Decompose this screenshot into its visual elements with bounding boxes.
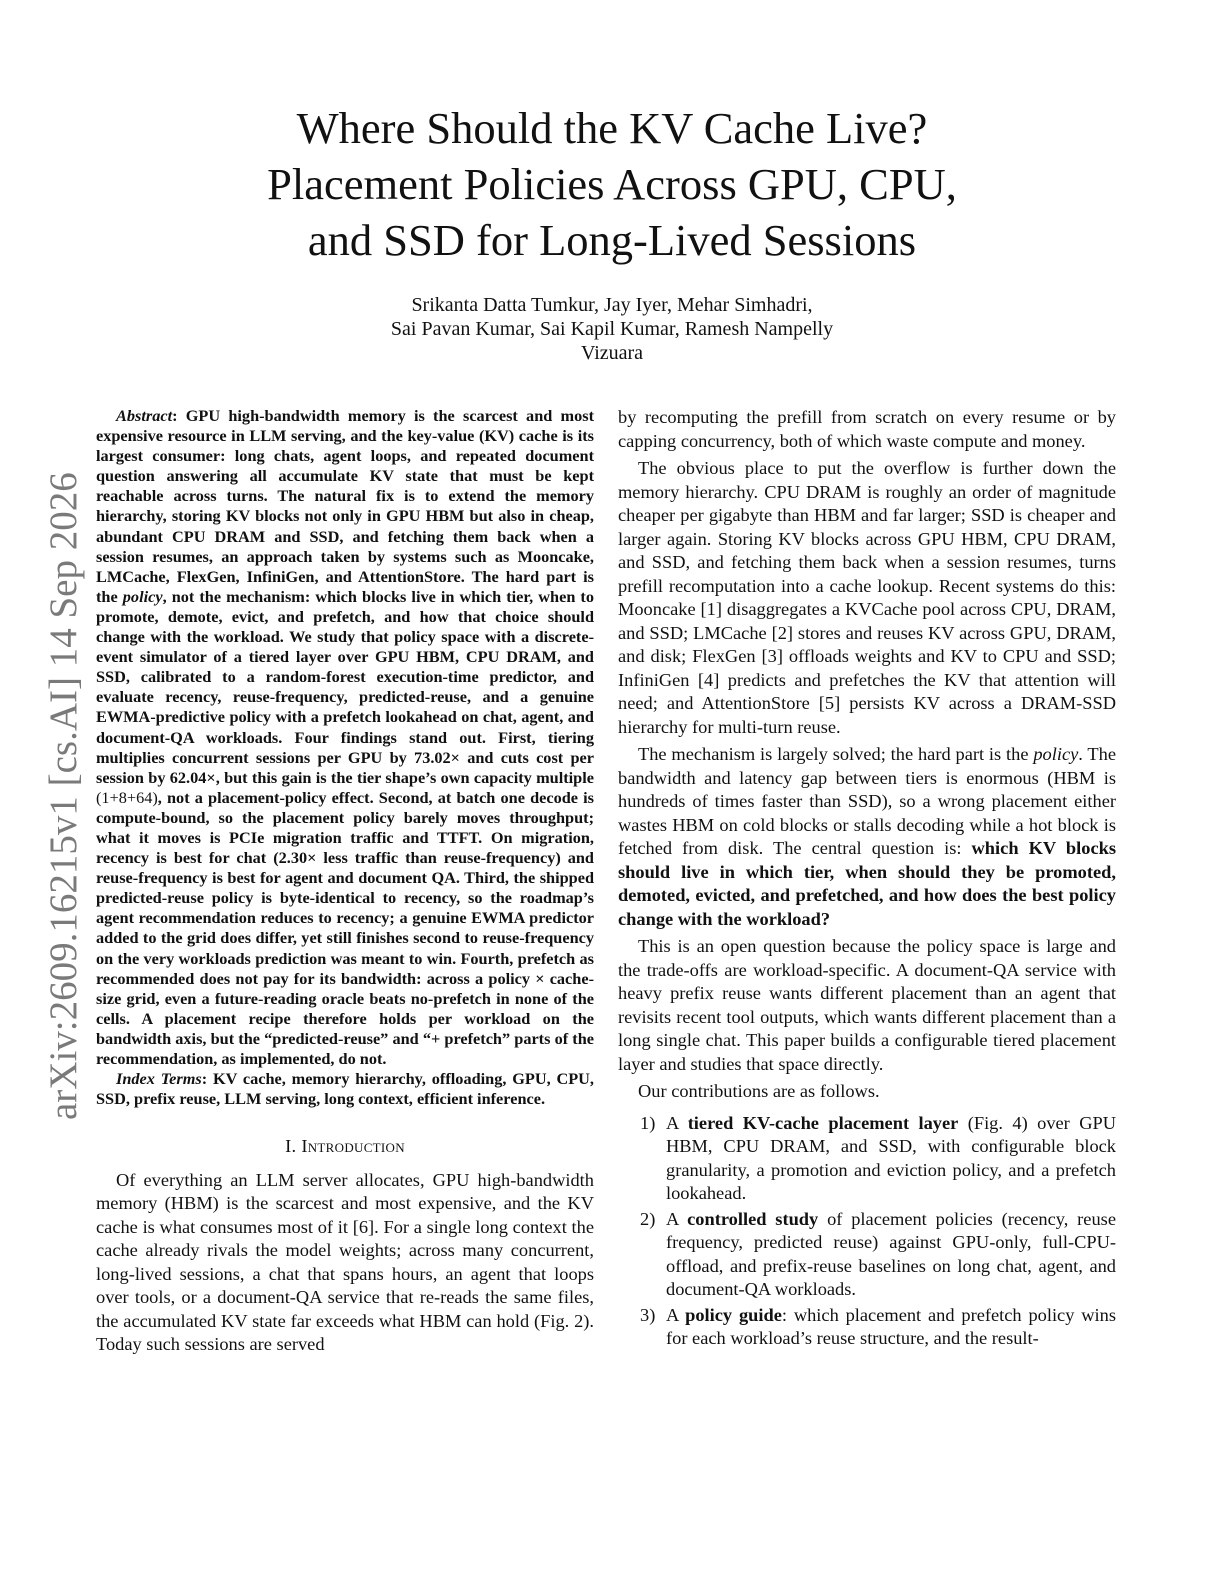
index-terms: [96, 1069, 594, 1109]
list-item: [618, 1112, 1116, 1206]
body-paragraph: This is an open question because the policy space is large and the trade-offs are workload-specific. A document-QA service with heavy prefix reuse wants different placement than an agent that revisits recent tool outputs, which wants different placement than a long single chat. This paper builds a configurable tiered placement layer and studies that space directly.: [618, 936, 1116, 1074]
body-paragraph: Our contributions are as follows.: [638, 1081, 880, 1101]
list-text: : which placement and prefetch policy wins for each workload’s reuse structure, and the result-: [666, 1304, 1116, 1348]
body-paragraph: The obvious place to put the overflow is further down the memory hierarchy. CPU DRAM is roughly an order of magnitude cheaper per gigabyte than HBM and far larger; SSD is cheaper and larger again. Storing KV blocks across GPU HBM, CPU DRAM, and SSD, and fetching them back when a session resumes, turns prefill recomputation into a cache lookup. Recent systems do this: Mooncake [1] disaggregates a KVCache pool across CPU, DRAM, and SSD; LMCache [2] stores and reuses KV across GPU, DRAM, and disk; FlexGen [3] offloads weights and KV to CPU and SSD; InfiniGen [4] predicts and prefetches the KV that attention will need; and AttentionStore [5] persists KV across a DRAM-SSD hierarchy for multi-turn reuse.: [618, 458, 1116, 737]
body-paragraph: [618, 743, 1116, 931]
list-text: of placement policies (recency, reuse frequency, predicted reuse) against GPU-only, full-CPU-offload, and prefix-reuse baselines on long chat, agent, and document-QA workloads.: [666, 1208, 1116, 1299]
list-bold: tiered KV-cache placement layer: [687, 1112, 959, 1133]
index-terms-separator: :: [201, 1069, 213, 1089]
abstract-label: Abstract: [116, 406, 173, 425]
section-title: Introduction: [301, 1136, 405, 1157]
list-bold: controlled study: [687, 1208, 819, 1229]
authors-line: Srikanta Datta Tumkur, Jay Iyer, Mehar Simhadri,: [411, 294, 813, 316]
abstract: [96, 406, 594, 1069]
list-text: (Fig. 4) over GPU HBM, CPU DRAM, and SSD, with configurable block granularity, a promotion and eviction policy, and a prefetch lookahead.: [666, 1112, 1116, 1203]
title-line: Where Should the KV Cache Live?: [296, 103, 928, 153]
list-text: A: [666, 1304, 686, 1325]
affiliation: Vizuara: [580, 342, 644, 364]
list-text: A: [666, 1208, 688, 1229]
right-column: [618, 406, 1116, 1353]
list-number: 2): [640, 1208, 656, 1229]
title-line: and SSD for Long-Lived Sessions: [307, 215, 917, 265]
abstract-text: , not a placement-policy effect. Second, at batch one decode is compute-bound, so the placement policy barely moves throughput; what it moves is PCIe migration traffic and TTFT. On migration, recency is best for chat (2.30× less traffic than reuse-frequency) and reuse-frequency is best for agent and document QA. Third, the shipped predicted-reuse policy is byte-identical to recency, so the roadmap’s agent recommendation reduces to recency; a genuine EWMA predictor added to the grid does differ, yet still finishes second to reuse-frequency on the very workloads prediction was meant to win. Fourth, prefetch as recommended does not pay for its bandwidth: across a policy × cache-size grid, even a future-reading oracle beats no-prefetch in none of the cells. A placement recipe therefore holds per workload on the bandwidth axis, but the “predicted-reuse” and “+ prefetch” parts of the recommendation, as implemented, do not.: [96, 787, 594, 1068]
list-item: [618, 1304, 1116, 1351]
section-numeral: I.: [285, 1136, 302, 1157]
abstract-text: GPU high-bandwidth memory is the scarcest and most expensive resource in LLM serving, and the key-value (KV) cache is its largest consumer: long chats, agent loops, and repeated document question answering all accumulate KV state that must be kept reachable across turns. The natural fix is to extend the memory hierarchy, storing KV blocks not only in GPU HBM but also in cheap, abundant CPU DRAM and SSD, and fetching them back when a session resumes, an approach taken by systems such as Mooncake, LMCache, FlexGen, InfiniGen, and AttentionStore. The hard part is the: [96, 406, 594, 606]
list-number: 1): [640, 1112, 656, 1133]
abstract-separator: :: [172, 406, 186, 425]
contributions-list: [618, 1112, 1116, 1351]
list-text: A: [666, 1112, 688, 1133]
index-terms-text: KV cache, memory hierarchy, offloading, GPU, CPU, SSD, prefix reuse, LLM serving, long context, efficient inference.: [96, 1069, 594, 1109]
intro-paragraph: Of everything an LLM server allocates, GPU high-bandwidth memory (HBM) is the scarcest and most expensive, and the KV cache is what consumes most of it [6]. For a single long context the cache already rivals the model weights; across many concurrent, long-lived sessions, a chat that spans hours, an agent that loops over tools, or a document-QA service that re-reads the same files, the accumulated KV state far exceeds what HBM can hold (Fig. 2). Today such sessions are served: [96, 1169, 594, 1355]
section-heading: [96, 1135, 594, 1159]
list-bold: policy guide: [685, 1304, 782, 1325]
author-block: [200, 293, 1024, 365]
index-terms-label: Index Terms: [116, 1069, 202, 1089]
authors-line: Sai Pavan Kumar, Sai Kapil Kumar, Ramesh Nampelly: [390, 318, 834, 340]
central-question: which KV blocks should live in which tier, when should they be promoted, demoted, evicted, and prefetched, and how does the best policy change with the workload?: [618, 838, 1116, 929]
body-text: The mechanism is largely solved; the hard part is the: [638, 744, 1034, 764]
list-item: [618, 1208, 1116, 1302]
left-column: [96, 406, 594, 1361]
body-text: . The bandwidth and latency gap between tiers is enormous (HBM is hundreds of times faster than SSD), so a wrong placement either wastes HBM on cold blocks or stalls decoding while a hot block is fetched from disk. The central question is:: [618, 744, 1116, 858]
abstract-text: , not the mechanism: which blocks live in which tier, when to promote, demote, evict, and prefetch, and how that choice should change with the workload. We study that policy space with a discrete-event simulator of a tiered layer over GPU HBM, CPU DRAM, and SSD, calibrated to a random-forest execution-time predictor, and evaluate recency, reuse-frequency, predicted-reuse, and a genuine EWMA-predictive policy with a prefetch lookahead on chat, agent, and document-QA workloads. Four findings stand out. First, tiering multiplies concurrent sessions per GPU by 73.02× and cuts cost per session by 62.04×, but this gain is the tier shape’s own capacity multiple: [96, 586, 594, 787]
body-emphasis: policy: [1033, 744, 1079, 764]
abstract-math: (1+8+64): [96, 787, 158, 807]
arxiv-identifier: arXiv:2609.16215v1 [cs.AI] 14 Sep 2026: [42, 472, 85, 1120]
body-paragraph: by recomputing the prefill from scratch on every resume or by capping concurrency, both of which waste compute and money.: [618, 407, 1116, 451]
abstract-emphasis: policy: [122, 586, 163, 606]
paper-title: [160, 100, 1064, 268]
list-number: 3): [640, 1304, 656, 1325]
title-line: Placement Policies Across GPU, CPU,: [267, 159, 957, 209]
